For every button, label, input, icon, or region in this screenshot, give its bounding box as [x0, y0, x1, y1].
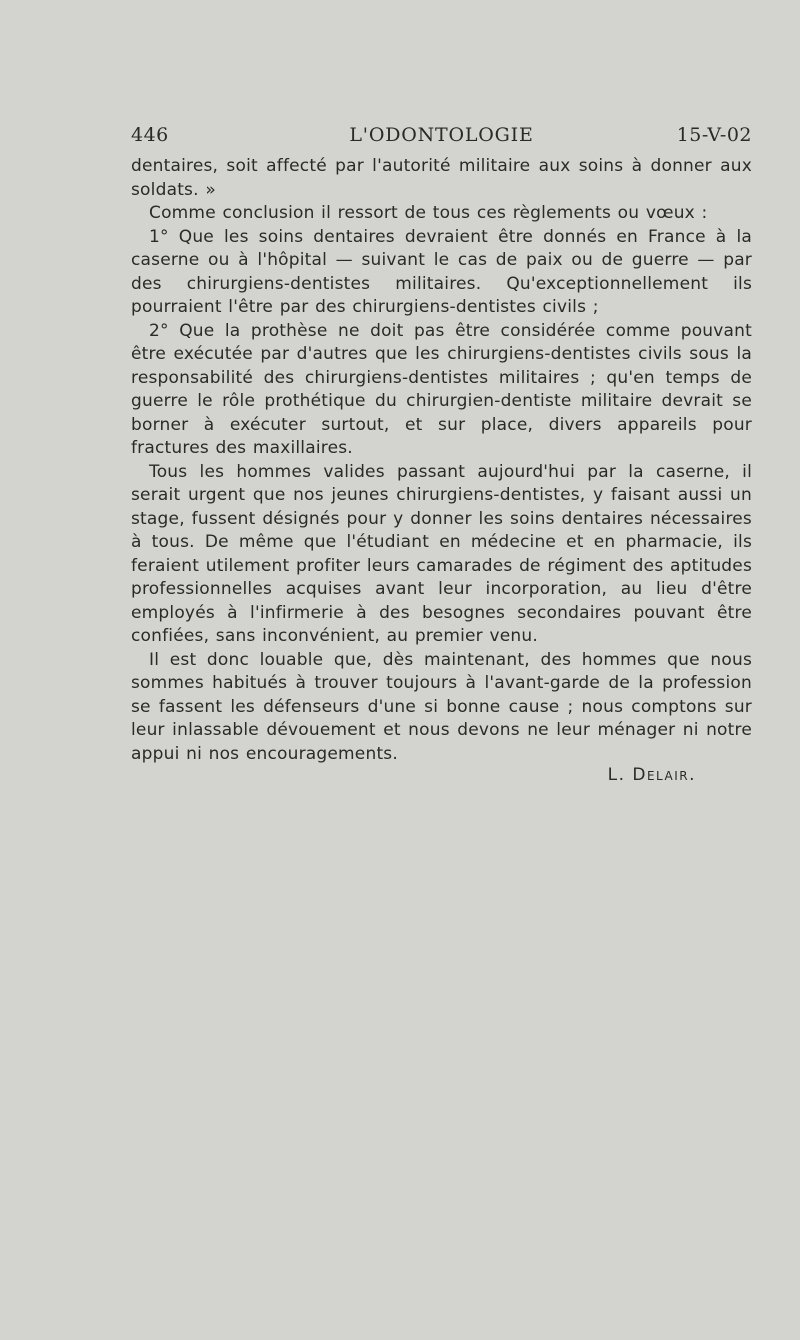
paragraph-conclusion: Comme conclusion il ressort de tous ces règlements ou vœux : [149, 203, 708, 223]
running-header [131, 118, 752, 152]
author-signature [131, 765, 696, 785]
paragraph-point-2: 2° Que la prothèse ne doit pas être considérée comme pouvant être exécutée par d'autres que les chirurgiens-dentistes civils sous la responsabilité des chirurgiens-dentistes militaires ; qu'en temps de guerre le rôle prothétique du chirurgien-dentiste militaire devrait se borner à exécuter surtout, et sur place, divers appareils pour fractures des maxillaires. [131, 320, 752, 458]
author-name: L. Delair. [607, 765, 696, 785]
paragraph-point-1: 1° Que les soins dentaires devraient être donnés en France à la caserne ou à l'hôpital — suivant le cas de paix ou de guerre — par des chirurgiens-dentistes militaires. Qu'exceptionnellement ils pourraient l'être par des chirurgiens-dentistes civils ; [131, 226, 752, 317]
article-body [131, 155, 752, 766]
paragraph-continuation: dentaires, soit affecté par l'autorité militaire aux soins à donner aux soldats. » [131, 156, 752, 200]
paragraph-recommendation: Tous les hommes valides passant aujourd'hui par la caserne, il serait urgent que nos jeunes chirurgiens-dentistes, y faisant aussi un stage, fussent désignés pour y donner les soins dentaires nécessaires à tous. De même que l'étudiant en médecine et en pharmacie, ils feraient utilement profiter leurs camarades de régiment des aptitudes professionnelles acquises avant leur incorporation, au lieu d'être employés à l'infirmerie à des besognes secondaires pouvant être confiées, sans inconvénient, au premier venu. [131, 461, 752, 646]
issue-date: 15-V-02 [676, 124, 752, 146]
journal-title: L'ODONTOLOGIE [349, 124, 534, 146]
page-number: 446 [131, 124, 169, 146]
paragraph-closing: Il est donc louable que, dès maintenant, des hommes que nous sommes habitués à trouver toujours à l'avant-garde de la profession se fassent les défenseurs d'une si bonne cause ; nous comptons sur leur inlassable dévouement et nous devons ne leur ménager ni notre appui ni nos encouragements. [131, 649, 752, 764]
